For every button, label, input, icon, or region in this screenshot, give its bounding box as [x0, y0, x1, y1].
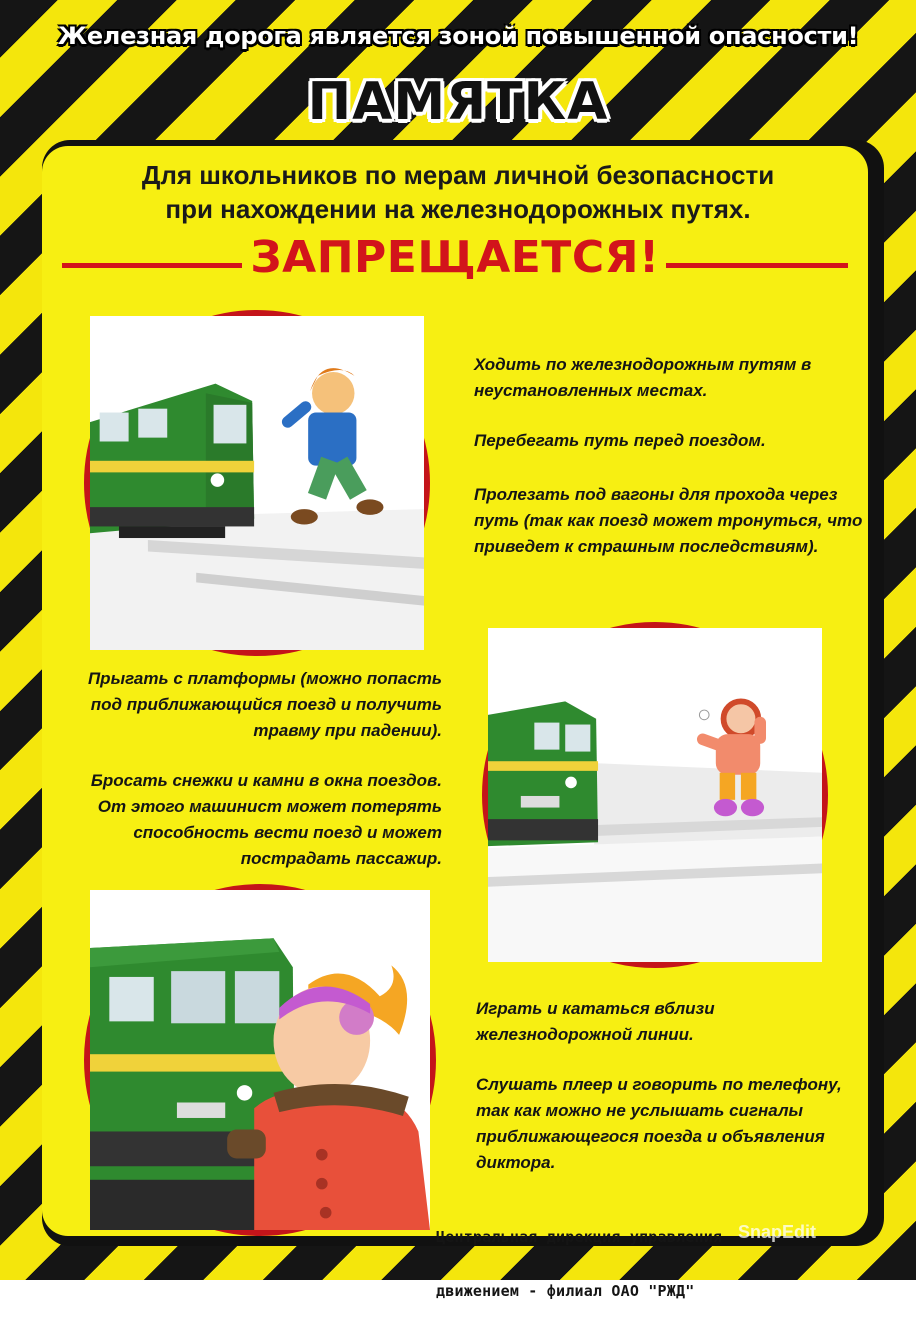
- subtitle-line-2: при нахождении на железнодорожных путях.: [165, 194, 751, 224]
- rule-text: Бросать снежки и камни в окна поездов.: [90, 771, 442, 790]
- forbidden-heading-row: [62, 232, 848, 302]
- rule-text: под приближающийся поезд и получить: [90, 695, 442, 714]
- rule-text: травму при падении).: [253, 721, 442, 740]
- forbidden-heading: ЗАПРЕЩАЕТСЯ!: [250, 232, 660, 283]
- top-warning: Железная дорога является зоной повышенной опасности!: [57, 22, 859, 50]
- poster-title: ПАМЯТКА: [307, 72, 609, 132]
- rule-text: Играть и кататься вблизи: [476, 999, 715, 1018]
- subtitle-line-1: Для школьников по мерам личной безопасности: [141, 160, 775, 190]
- rule-text: пострадать пассажир.: [240, 849, 442, 868]
- rule-text: Прыгать с платформы (можно попасть: [87, 669, 442, 688]
- rule-text: Ходить по железнодорожным путям в: [474, 355, 812, 374]
- rule-text: Перебегать путь перед поездом.: [474, 431, 766, 450]
- rule-text: так как можно не услышать сигналы: [476, 1101, 804, 1120]
- girl-train-illustration: [90, 890, 430, 1230]
- illustration-girl-near-train: [84, 884, 436, 1236]
- rule-headphones-phone: [476, 1072, 866, 1176]
- snowball-illustration: [488, 628, 822, 962]
- footer-line-2: движением - филиал ОАО "РЖД": [436, 1282, 695, 1300]
- rule-jumping-from-platform: [52, 666, 442, 744]
- rule-playing-near-line: [476, 996, 846, 1048]
- illustration-boy-running: [84, 310, 430, 656]
- rule-walking-on-tracks: [474, 352, 844, 404]
- rule-crossing-before-train: [474, 428, 844, 454]
- rule-under-wagons: [474, 482, 864, 560]
- footer-organization: [436, 1192, 856, 1336]
- rule-text: От этого машинист может потерять: [97, 797, 442, 816]
- boy-train-illustration: [90, 316, 424, 650]
- rule-text: железнодорожной линии.: [476, 1025, 694, 1044]
- rule-text: неустановленных местах.: [474, 381, 708, 400]
- rule-text: диктора.: [476, 1153, 556, 1172]
- watermark: SnapEdit: [738, 1222, 817, 1242]
- rule-text: путь (так как поезд может тронуться, что: [474, 511, 863, 530]
- rule-text: приближающегося поезда и объявления: [476, 1127, 825, 1146]
- rule-text: Пролезать под вагоны для прохода через: [474, 485, 838, 504]
- subtitle: [60, 158, 856, 226]
- rule-text: Слушать плеер и говорить по телефону,: [476, 1075, 842, 1094]
- rule-text: приведет к страшным последствиям).: [474, 537, 819, 556]
- rule-text: способность вести поезд и может: [133, 823, 442, 842]
- illustration-snowball: [482, 622, 828, 968]
- footer-line-1: Центральная дирекция управления: [436, 1228, 723, 1246]
- rule-throwing-snowballs: [52, 768, 442, 872]
